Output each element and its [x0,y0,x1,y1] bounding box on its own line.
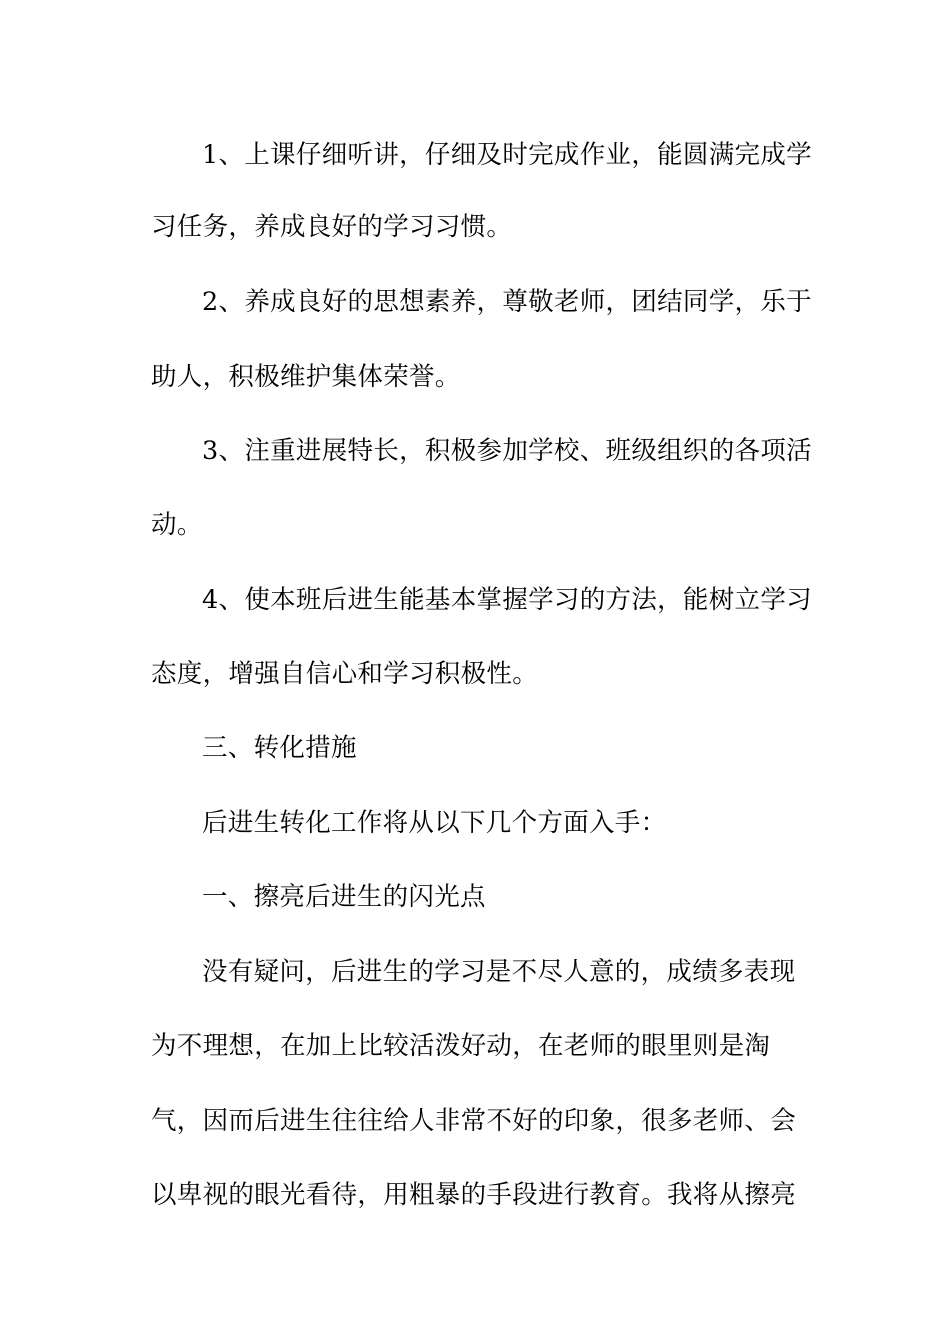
goal-4-line-1: 4、使本班后进生能基本掌握学习的方法，能树立学习 [202,585,812,615]
goal-2-line-2: 助人，积极维护集体荣誉。 [151,362,461,392]
goal-4-line-2: 态度，增强自信心和学习积极性。 [151,659,539,689]
goal-1-line-2: 习任务，养成良好的学习习惯。 [151,212,513,242]
section-heading-measures: 三、转化措施 [202,733,357,763]
goal-3-line-2: 动。 [151,510,203,540]
goal-1-line-1: 1、上课仔细听讲，仔细及时完成作业，能圆满完成学 [202,140,812,170]
intro-paragraph: 后进生转化工作将从以下几个方面入手： [202,808,667,838]
body-paragraph-line-2: 为不理想，在加上比较活泼好动，在老师的眼里则是淘 [151,1031,771,1061]
body-paragraph-line-4: 以卑视的眼光看待，用粗暴的手段进行教育。我将从擦亮 [151,1180,797,1210]
body-paragraph-line-1: 没有疑问，后进生的学习是不尽人意的，成绩多表现 [202,957,796,987]
goal-2-line-1: 2、养成良好的思想素养，尊敬老师，团结同学，乐于 [202,287,812,317]
goal-3-line-1: 3、注重进展特长，积极参加学校、班级组织的各项活 [202,436,812,466]
body-paragraph-line-3: 气，因而后进生往往给人非常不好的印象，很多老师、会 [151,1106,797,1136]
subheading-bright-spots: 一、擦亮后进生的闪光点 [202,882,486,912]
